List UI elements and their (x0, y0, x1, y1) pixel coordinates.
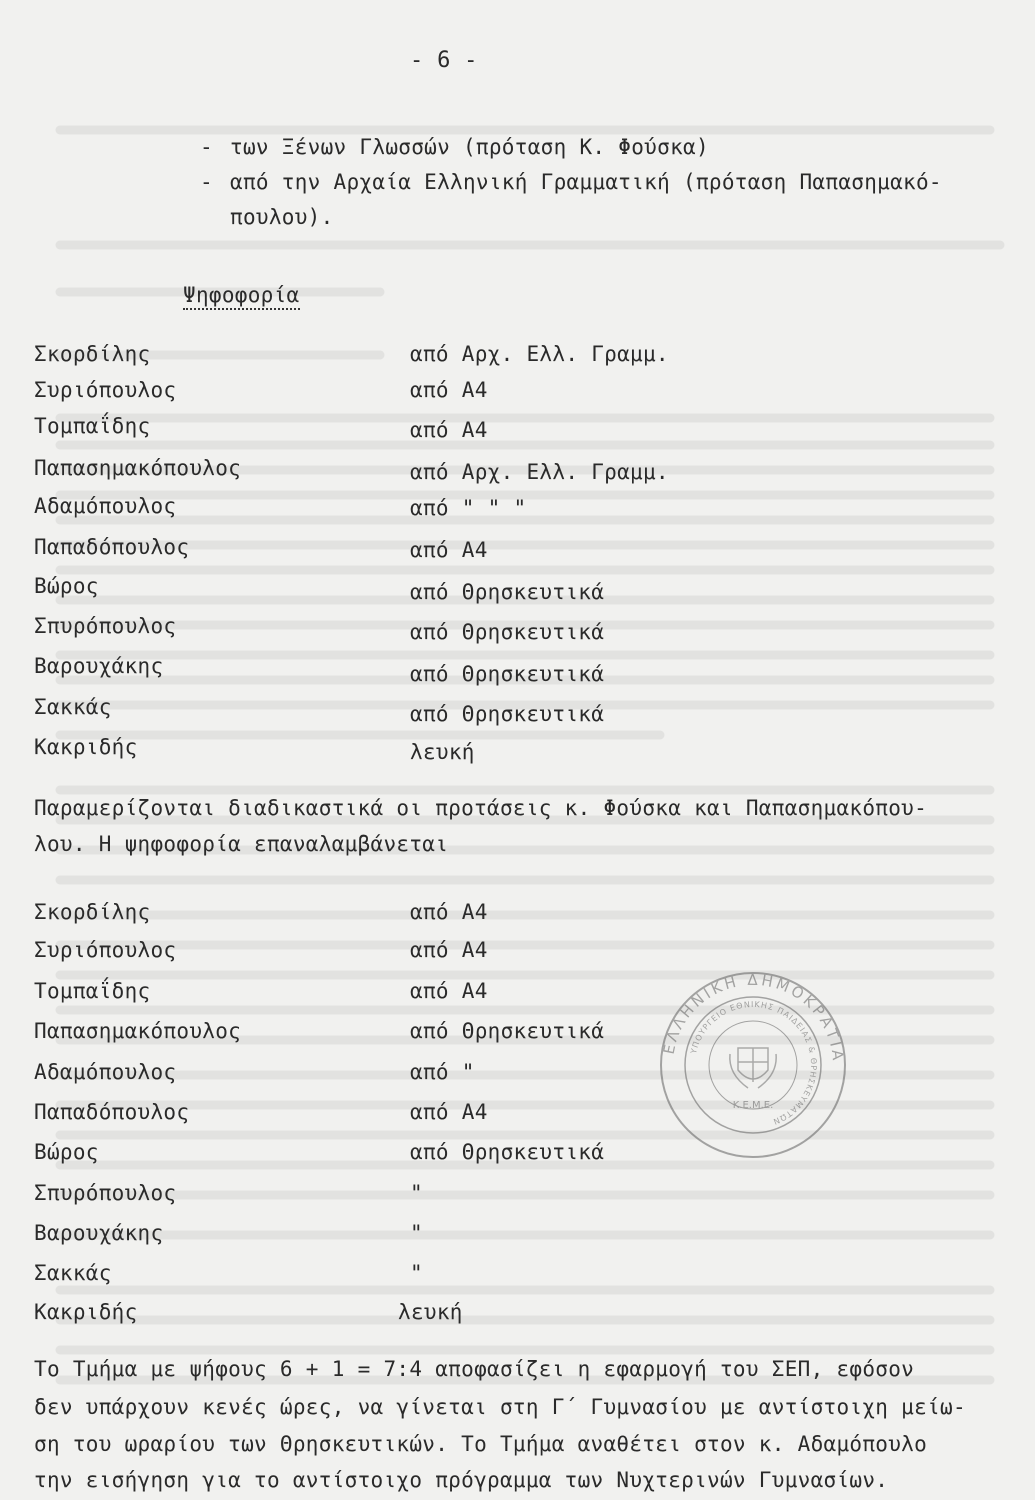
paragraph-line: την εισήγηση για το αντίστοιχο πρόγραμμα των Νυχτερινών Γυμνασίων. (34, 1468, 889, 1492)
voter-name: Συριόπουλος (34, 378, 177, 402)
list-dash: - (200, 170, 213, 194)
intro-item-text: από την Αρχαία Ελληνική Γραμματική (πρόταση Παπασημακό- (230, 170, 942, 194)
intro-item-text: πουλου). (230, 205, 334, 229)
paragraph-line: ση του ωραρίου των Θρησκευτικών. Το Τμήμα αναθέτει στον κ. Αδαμόπουλο (34, 1432, 928, 1456)
emblem-icon (730, 1048, 776, 1088)
vote-choice: από Θρησκευτικά (410, 1019, 605, 1043)
vote-choice: από Θρησκευτικά (410, 662, 605, 686)
vote-choice: από Α4 (410, 1100, 488, 1124)
official-stamp (658, 970, 848, 1160)
stamp-bottom-text: Κ.Ε.Μ.Ε. (732, 1100, 774, 1111)
voter-name: Βαρουχάκης (34, 654, 164, 678)
voter-name: Παπασημακόπουλος (34, 456, 242, 480)
voter-name: Σκορδίλης (34, 900, 151, 924)
voter-name: Παπαδόπουλος (34, 535, 190, 559)
paragraph-line: δεν υπάρχουν κενές ώρες, να γίνεται στη Γ΄ Γυμνασίου με αντίστοιχη μείω- (34, 1395, 966, 1419)
voter-name: Βώρος (34, 574, 99, 598)
page-number: - 6 - (410, 48, 478, 73)
vote-choice: από " " " (410, 496, 527, 520)
voter-name: Κακριδής (34, 735, 138, 759)
voter-name: Παπαδόπουλος (34, 1100, 190, 1124)
paragraph-line: Παραμερίζονται διαδικαστικά οι προτάσεις κ. Φούσκα και Παπασημακόπου- (34, 796, 928, 820)
stamp-inner-text: ΥΠΟΥΡΓΕΙΟ ΕΘΝΙΚΗΣ ΠΑΙΔΕΙΑΣ & ΘΡΗΣΚΕΥΜΑΤΩΝ (689, 999, 819, 1127)
vote-choice: " (410, 1181, 423, 1205)
vote-choice: από Θρησκευτικά (410, 1140, 605, 1164)
voter-name: Τομπαΐδης (34, 414, 151, 438)
vote-choice: από Α4 (410, 418, 488, 442)
vote-choice: από Θρησκευτικά (410, 580, 605, 604)
voter-name: Αδαμόπουλος (34, 494, 177, 518)
vote-choice: " (410, 1261, 423, 1285)
vote-heading: Ψηφοφορία (183, 283, 300, 310)
vote-choice: από Θρησκευτικά (410, 620, 605, 644)
vote-choice: από Α4 (410, 979, 488, 1003)
voter-name: Τομπαΐδης (34, 979, 151, 1003)
voter-name: Κακριδής (34, 1300, 138, 1324)
list-dash: - (200, 135, 213, 159)
vote-choice: από Α4 (410, 938, 488, 962)
voter-name: Σακκάς (34, 695, 112, 719)
vote-choice: από Α4 (410, 900, 488, 924)
voter-name: Βώρος (34, 1140, 99, 1164)
vote-choice: από Α4 (410, 378, 488, 402)
voter-name: Παπασημακόπουλος (34, 1019, 242, 1043)
vote-choice: από Αρχ. Ελλ. Γραμμ. (410, 342, 669, 366)
voter-name: Σακκάς (34, 1261, 112, 1285)
vote-choice: από Α4 (410, 538, 488, 562)
intro-item-text: των Ξένων Γλωσσών (πρόταση Κ. Φούσκα) (230, 135, 709, 159)
voter-name: Συριόπουλος (34, 938, 177, 962)
paragraph-line: λου. Η ψηφοφορία επαναλαμβάνεται (34, 832, 449, 856)
voter-name: Σκορδίλης (34, 342, 151, 366)
voter-name: Σπυρόπουλος (34, 1181, 177, 1205)
vote-choice: από Αρχ. Ελλ. Γραμμ. (410, 460, 669, 484)
vote-choice: " (410, 1221, 423, 1245)
vote-choice: λευκή (410, 740, 475, 764)
voter-name: Αδαμόπουλος (34, 1060, 177, 1084)
vote-choice: από Θρησκευτικά (410, 702, 605, 726)
vote-choice: από " (410, 1060, 475, 1084)
paragraph-line: Το Τμήμα με ψήφους 6 + 1 = 7:4 αποφασίζει η εφαρμογή του ΣΕΠ, εφόσον (34, 1357, 915, 1381)
voter-name: Βαρουχάκης (34, 1221, 164, 1245)
vote-choice: λευκή (398, 1300, 463, 1324)
voter-name: Σπυρόπουλος (34, 614, 177, 638)
stamp-outer-text: ΕΛΛΗΝΙΚΗ ΔΗΜΟΚΡΑΤΙΑ (659, 970, 848, 1064)
